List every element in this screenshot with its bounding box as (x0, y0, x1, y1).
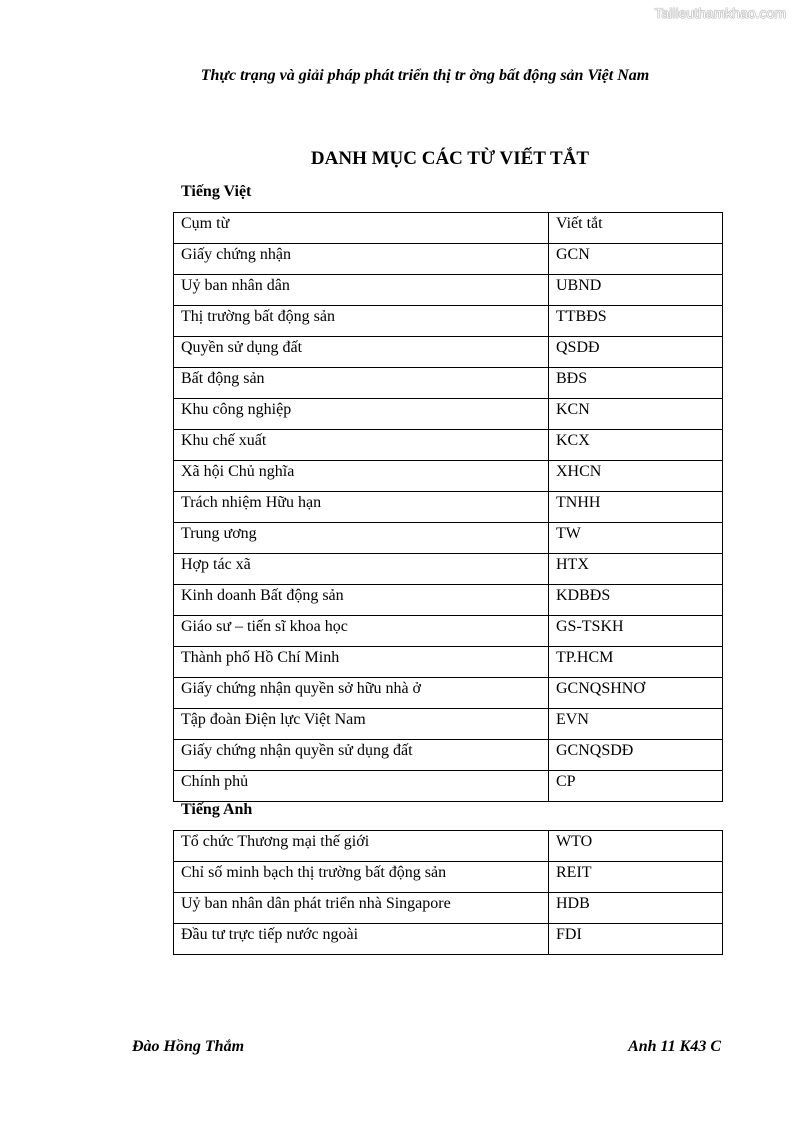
abbreviation-cell: GS-TSKH (549, 616, 723, 647)
table-row (174, 368, 723, 399)
term-cell: Giấy chứng nhận (174, 244, 549, 275)
footer-author: Đào Hồng Thắm (132, 1038, 245, 1055)
abbreviation-cell: QSDĐ (549, 337, 723, 368)
term-cell: Chỉ số minh bạch thị trường bất động sản (174, 862, 549, 893)
abbreviation-cell: BĐS (549, 368, 723, 399)
page-title: DANH MỤC CÁC TỪ VIẾT TẮT (310, 148, 590, 169)
section-heading-vietnamese: Tiếng Việt (181, 183, 252, 200)
abbreviation-cell: XHCN (549, 461, 723, 492)
abbreviation-cell: GCN (549, 244, 723, 275)
site-watermark: Tailieuthamkhao.com (654, 5, 786, 21)
term-cell: Kinh doanh Bất động sản (174, 585, 549, 616)
abbreviation-cell: REIT (549, 862, 723, 893)
abbreviation-cell: TW (549, 523, 723, 554)
abbreviation-cell: CP (549, 771, 723, 802)
table-row (174, 399, 723, 430)
abbreviation-cell: TNHH (549, 492, 723, 523)
term-cell: Giấy chứng nhận quyền sử dụng đất (174, 740, 549, 771)
abbreviation-cell: HTX (549, 554, 723, 585)
abbreviation-cell: TTBĐS (549, 306, 723, 337)
term-cell: Thị trường bất động sản (174, 306, 549, 337)
table-row (174, 430, 723, 461)
term-cell: Giấy chứng nhận quyền sở hữu nhà ở (174, 678, 549, 709)
table-row (174, 862, 723, 893)
term-cell: Bất động sản (174, 368, 549, 399)
table-row (174, 709, 723, 740)
term-cell: Đầu tư trực tiếp nước ngoài (174, 924, 549, 955)
section-heading-english: Tiếng Anh (181, 801, 253, 818)
table-row (174, 585, 723, 616)
abbreviation-table-vietnamese (173, 212, 723, 802)
abbreviation-cell: WTO (549, 831, 723, 862)
table-row (174, 771, 723, 802)
term-cell: Khu chế xuất (174, 430, 549, 461)
table-row (174, 461, 723, 492)
abbreviation-cell: KDBĐS (549, 585, 723, 616)
table-row (174, 306, 723, 337)
table-row (174, 554, 723, 585)
term-cell: Quyền sử dụng đất (174, 337, 549, 368)
abbreviation-cell: GCNQSDĐ (549, 740, 723, 771)
abbreviation-cell: FDI (549, 924, 723, 955)
term-cell: Xã hội Chủ nghĩa (174, 461, 549, 492)
abbreviation-cell: GCNQSHNƠ (549, 678, 723, 709)
term-cell: Tập đoàn Điện lực Việt Nam (174, 709, 549, 740)
table-row (174, 893, 723, 924)
table-row (174, 678, 723, 709)
abbreviation-cell: Viết tắt (549, 213, 723, 244)
abbreviation-cell: TP.HCM (549, 647, 723, 678)
term-cell: Hợp tác xã (174, 554, 549, 585)
term-cell: Thành phố Hồ Chí Minh (174, 647, 549, 678)
abbreviation-cell: HDB (549, 893, 723, 924)
table-row (174, 924, 723, 955)
table-row (174, 244, 723, 275)
term-cell: Trung ương (174, 523, 549, 554)
table-row (174, 337, 723, 368)
term-cell: Khu công nghiệp (174, 399, 549, 430)
term-cell: Trách nhiệm Hữu hạn (174, 492, 549, 523)
term-cell: Tổ chức Thương mại thế giới (174, 831, 549, 862)
running-header: Thực trạng và giải pháp phát triển thị tr ờng bất động sản Việt Nam (200, 67, 650, 84)
footer-class: Anh 11 K43 C (628, 1038, 721, 1055)
table-row (174, 616, 723, 647)
term-cell: Giáo sư – tiến sĩ khoa học (174, 616, 549, 647)
table-row (174, 492, 723, 523)
table-row (174, 647, 723, 678)
table-row (174, 213, 723, 244)
table-row (174, 740, 723, 771)
abbreviation-cell: KCX (549, 430, 723, 461)
abbreviation-table-english (173, 830, 723, 955)
abbreviation-cell: EVN (549, 709, 723, 740)
term-cell: Uỷ ban nhân dân phát triển nhà Singapore (174, 893, 549, 924)
abbreviation-cell: UBND (549, 275, 723, 306)
term-cell: Cụm từ (174, 213, 549, 244)
abbreviation-cell: KCN (549, 399, 723, 430)
table-row (174, 275, 723, 306)
term-cell: Chính phủ (174, 771, 549, 802)
table-row (174, 831, 723, 862)
table-row (174, 523, 723, 554)
term-cell: Uỷ ban nhân dân (174, 275, 549, 306)
